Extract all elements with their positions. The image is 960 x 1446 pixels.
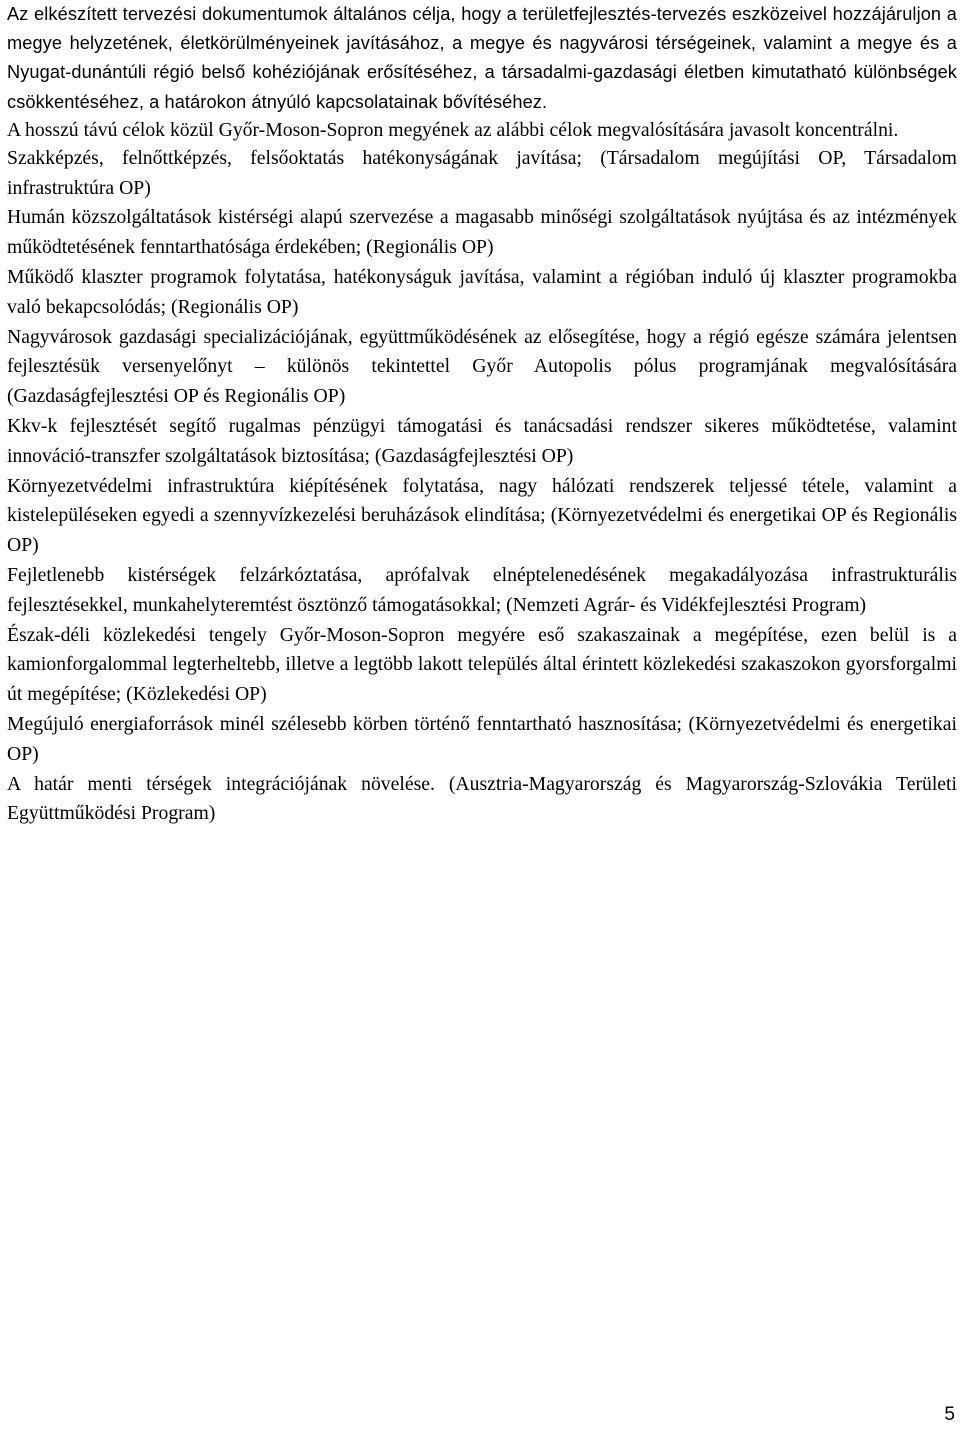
goal-item: Kkv-k fejlesztését segítő rugalmas pénzügyi támogatási és tanácsadási rendszer sikeres működtetése, valamint innováció-transzfer szolgáltatások biztosítása; (Gazdaságfejlesztési OP) xyxy=(7,414,957,467)
goal-item: Nagyvárosok gazdasági specializációjának, együttműködésének az elősegítése, hogy a régió egésze számára jelentsen fejlesztésük versenyelőnyt – különös tekintettel Győr Autopolis pólus programjának megvalósítására (Gazdaságfejlesztési OP és Regionális OP) xyxy=(7,325,957,408)
goal-item: Fejletlenebb kistérségek felzárkóztatása, aprófalvak elnéptelenedésének megakadályozása infrastrukturális fejlesztésekkel, munkahelyteremtést ösztönző támogatásokkal; (Nemzeti Agrár- és Vidékfejlesztési Program) xyxy=(7,563,957,616)
goal-item: Működő klaszter programok folytatása, hatékonyságuk javítása, valamint a régióban induló új klaszter programokba való bekapcsolódás; (Regionális OP) xyxy=(7,266,957,318)
goal-item: Humán közszolgáltatások kistérségi alapú szervezése a magasabb minőségi szolgáltatások nyújtása és az intézmények működtetésének fenntarthatósága érdekében; (Regionális OP) xyxy=(7,206,957,259)
goal-item: Szakképzés, felnőttképzés, felsőoktatás hatékonyságának javítása; (Társadalom megújítási OP, Társadalom infrastruktúra OP) xyxy=(7,146,957,199)
goal-item: Megújuló energiaforrások minél szélesebb körben történő fenntartható hasznosítása; (Környezetvédelmi és energetikai OP) xyxy=(7,712,957,765)
goal-item: Környezetvédelmi infrastruktúra kiépítésének folytatása, nagy hálózati rendszerek teljessé tétele, valamint a kistelepüléseken egyedi a szennyvízkezelési beruházások elindítása; (Környezetvédelmi és energetikai OP és Regionális OP) xyxy=(7,474,957,557)
goal-item: Észak-déli közlekedési tengely Győr-Moson-Sopron megyére eső szakaszainak a megépítése, ezen belül is a kamionforgalommal legterheltebb, illetve a legtöbb lakott település által érintett közlekedési szakaszokon gyorsforgalmi út megépítése; (Közlekedési OP) xyxy=(7,623,957,706)
goals-list xyxy=(7,144,957,829)
lead-paragraph: A hosszú távú célok közül Győr-Moson-Sopron megyének az alábbi célok megvalósítására javasolt koncentrálni. xyxy=(7,118,899,141)
intro-paragraph: Az elkészített tervezési dokumentumok általános célja, hogy a területfejlesztés-tervezés eszközeivel hozzájáruljon a megye helyzetének, életkörülményeinek javításához, a megye és nagyvárosi térségeinek, valamint a megye és a Nyugat-dunántúli régió belső kohéziójának erősítéséhez, a társadalmi-gazdasági életben kimutatható különbségek csökkentéséhez, a határokon átnyúló kapcsolatainak bővítéséhez. xyxy=(7,4,957,112)
goal-item: A határ menti térségek integrációjának növelése. (Ausztria-Magyarország és Magyarország-Szlovákia Területi Együttműködési Program) xyxy=(7,772,957,825)
document-page xyxy=(7,0,957,829)
page-number: 5 xyxy=(944,1404,955,1425)
